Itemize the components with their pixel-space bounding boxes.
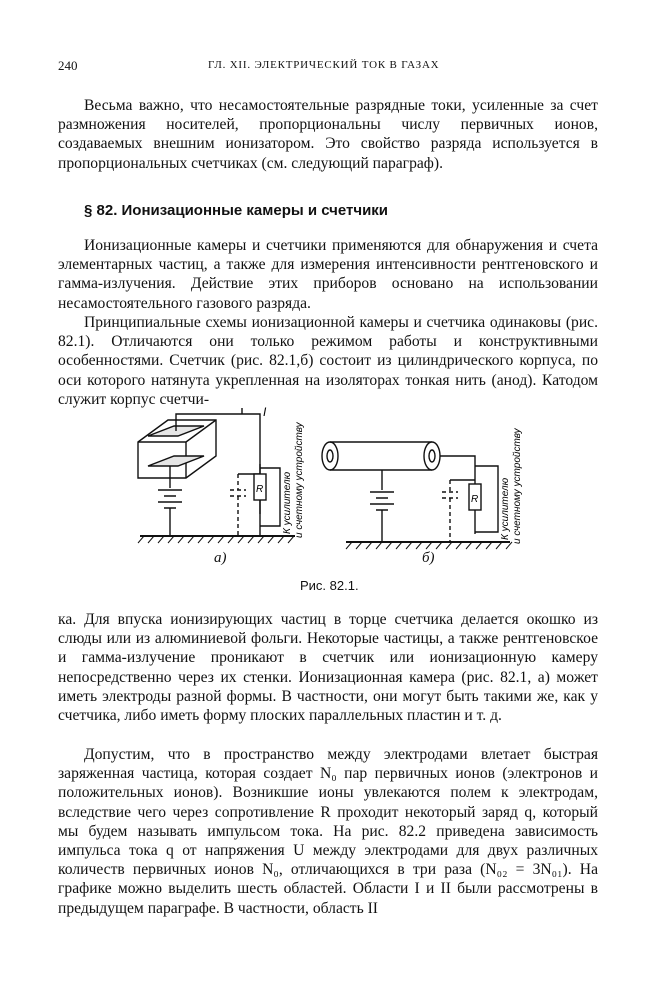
chamber-diagram-a: [138, 408, 295, 543]
figure-caption: Рис. 82.1.: [300, 578, 359, 593]
device-text-a: и счетному устройству: [294, 422, 305, 538]
intro-paragraph: Весьма важно, что несамостоятельные разрядные токи, усиленные за счет размножения носителей, пропорциональны числу первичных ионов, создаваемых внешним ионизатором. Это свойство разряда используется в пропорциональных счетчиках (см. следующий параграф).: [58, 97, 598, 172]
paragraph-4: Допустим, что в пространство между электродами влетает быстрая заряженная частица, которая создает N₀ пар первичных ионов (электронов и положительных ионов). Возникшие ионы увлекаются полем к электродам, вследствие чего через сопротивление R проходит некоторый заряд q, который мы будем называть импульсом тока. На рис. 82.2 приведена зависимость импульса тока q от напряжения U между электродами для двух различных количеств первичных ионов N₀, отличающихся в три раза (N₀₂ = 3N₀₁). На графике можно выделить шесть областей. Области I и II были рассмотрены в предыдущем параграфе. В частности, область II: [58, 746, 598, 917]
amp-text-a: К усилителю: [282, 471, 293, 534]
page-number: 240: [58, 58, 78, 73]
subfigure-label-a: а): [214, 550, 227, 566]
label-r-b: R: [471, 494, 479, 505]
label-i: I: [263, 406, 267, 419]
device-text-b: и счетному устройству: [512, 428, 523, 544]
section-heading: § 82. Ионизационные камеры и счетчики: [84, 202, 389, 219]
label-r-a: R: [256, 484, 264, 495]
running-head: ГЛ. XII. ЭЛЕКТРИЧЕСКИЙ ТОК В ГАЗАХ: [208, 59, 440, 71]
amp-text-b: К усилителю: [500, 477, 511, 540]
paragraph-3: ка. Для впуска ионизирующих частиц в торце счетчика делается окошко из слюды или из алюминиевой фольги. Некоторые частицы, а также рентгеновское и гамма-излучение проникают в счетчик или ионизационную камеру непосредственно через их стенки. Ионизационная камера (рис. 82.1, а) может иметь электроды разной формы. В частности, они могут быть такими же, как у счетчика, либо иметь форму плоских параллельных пластин и т. д.: [58, 611, 598, 725]
subfigure-label-b: б): [422, 550, 435, 566]
paragraph-2: Принципиальные схемы ионизационной камеры и счетчика одинаковы (рис. 82.1). Отличаются они только режимом работы и конструктивными особенностями. Счетчик (рис. 82.1,б) состоит из цилиндрического корпуса, по оси которого натянута укрепленная на изоляторах тонкая нить (анод). Катодом служит корпус счетчи-: [58, 314, 598, 408]
page-header: [58, 58, 598, 78]
counter-diagram-b: [322, 442, 512, 549]
figure-82-1: [130, 406, 550, 606]
paragraph-1: Ионизационные камеры и счетчики применяются для обнаружения и счета элементарных частиц, а также для измерения интенсивности рентгеновского и гамма-излучения. Действие этих приборов основано на использовании несамостоятельного газового разряда.: [58, 237, 598, 312]
